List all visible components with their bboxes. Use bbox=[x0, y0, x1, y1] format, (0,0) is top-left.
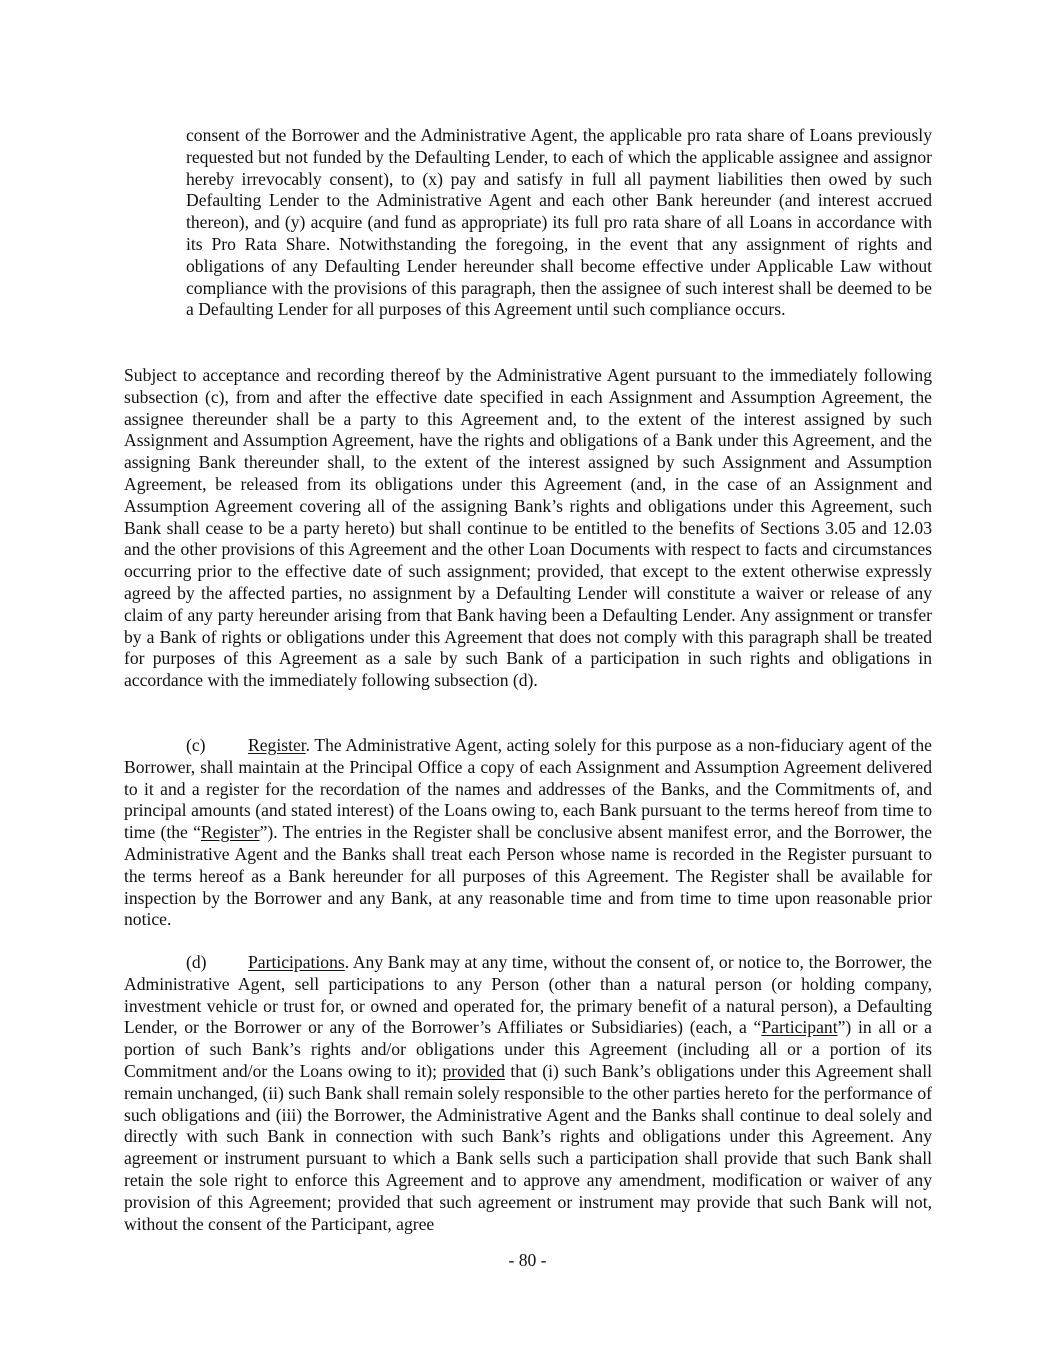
register-heading: Register bbox=[248, 735, 306, 755]
participant-defined-term: Participant bbox=[761, 1017, 838, 1038]
continuation-paragraph: consent of the Borrower and the Administrative Agent, the applicable pro rata share of Loans previously requested but not funded by the Defaulting Lender, to each of which the applicable assignee and assignor hereby irrevocably consent), to (x) pay and satisfy in full all payment liabilities then owed by such Defaulting Lender to the Administrative Agent and each other Bank hereunder (and interest accrued thereon), and (y) acquire (and fund as appropriate) its full pro rata share of all Loans in accordance with its Pro Rata Share. Notwithstanding the foregoing, in the event that any assignment of rights and obligations of any Defaulting Lender hereunder shall become effective under Applicable Law without compliance with the provisions of this paragraph, then the assignee of such interest shall be deemed to be a Defaulting Lender for all purposes of this Agreement until such compliance occurs. bbox=[186, 125, 932, 320]
page-number: - 80 - bbox=[508, 1250, 547, 1270]
participations-label: (d) bbox=[186, 952, 207, 972]
participations-section bbox=[124, 952, 932, 1235]
participations-text-2: ”) in all or a portion of such Bank’s rights and/or obligations under this Agreement (including all or a portion of its Commitment and/or the Loans owing to it); bbox=[124, 1017, 932, 1081]
provided-term: provided bbox=[442, 1060, 505, 1081]
participations-heading: Participations bbox=[248, 952, 345, 972]
register-label: (c) bbox=[186, 735, 206, 755]
register-section bbox=[124, 735, 932, 931]
register-defined-term: Register bbox=[200, 822, 260, 843]
participations-text-3: that (i) such Bank’s obligations under this Agreement shall remain unchanged, (ii) such Bank shall remain solely responsible to the other parties hereto for the performance of such obligations and (iii) the Borrower, the Administrative Agent and the Banks shall continue to deal solely and directly with such Bank in connection with such Bank’s rights and obligations under this Agreement. Any agreement or instrument pursuant to which a Bank sells such a participation shall provide that such Bank shall retain the sole right to enforce this Agreement and to approve any amendment, modification or waiver of any provision of this Agreement; provided that such agreement or instrument may provide that such Bank will not, without the consent of the Participant, agree bbox=[124, 1060, 932, 1234]
assignment-effect-paragraph: Subject to acceptance and recording thereof by the Administrative Agent pursuant to the immediately following subsection (c), from and after the effective date specified in each Assignment and Assumption Agreement, the assignee thereunder shall be a party to this Agreement and, to the extent of the interest assigned by such Assignment and Assumption Agreement, have the rights and obligations of a Bank under this Agreement, and the assigning Bank thereunder shall, to the extent of the interest assigned by such Assignment and Assumption Agreement, be released from its obligations under this Agreement (and, in the case of an Assignment and Assumption Agreement covering all of the assigning Bank’s rights and obligations under this Agreement, such Bank shall cease to be a party hereto) but shall continue to be entitled to the benefits of Sections 3.05 and 12.03 and the other provisions of this Agreement and the other Loan Documents with respect to facts and circumstances occurring prior to the effective date of such assignment; provided, that except to the extent otherwise expressly agreed by the affected parties, no assignment by a Defaulting Lender will constitute a waiver or release of any claim of any party hereunder arising from that Bank having been a Defaulting Lender. Any assignment or transfer by a Bank of rights or obligations under this Agreement that does not comply with this paragraph shall be treated for purposes of this Agreement as a sale by such Bank of a participation in such rights and obligations in accordance with the immediately following subsection (d). bbox=[124, 365, 932, 691]
register-text-2: ”). The entries in the Register shall be conclusive absent manifest error, and the Borrower, the Administrative Agent and the Banks shall treat each Person whose name is recorded in the Register pursuant to the terms hereof as a Bank hereunder for all purposes of this Agreement. The Register shall be available for inspection by the Borrower and any Bank, at any reasonable time and from time to time upon reasonable prior notice. bbox=[124, 822, 932, 930]
participations-text-1: . Any Bank may at any time, without the consent of, or notice to, the Borrower, the Administrative Agent, sell participations to any Person (other than a natural person (or holding company, investment vehicle or trust for, or owned and operated for, the primary benefit of a natural person), a Defaulting Lender, or the Borrower or any of the Borrower’s Affiliates or Subsidiaries) (each, a “ bbox=[124, 952, 932, 1038]
register-text-1: . The Administrative Agent, acting solely for this purpose as a non-fiduciary agent of the Borrower, shall maintain at the Principal Office a copy of each Assignment and Assumption Agreement delivered to it and a register for the recordation of the names and addresses of the Banks, and the Commitments of, and principal amounts (and stated interest) of the Loans owing to, each Bank pursuant to the terms hereof from time to time (the “ bbox=[124, 735, 932, 843]
